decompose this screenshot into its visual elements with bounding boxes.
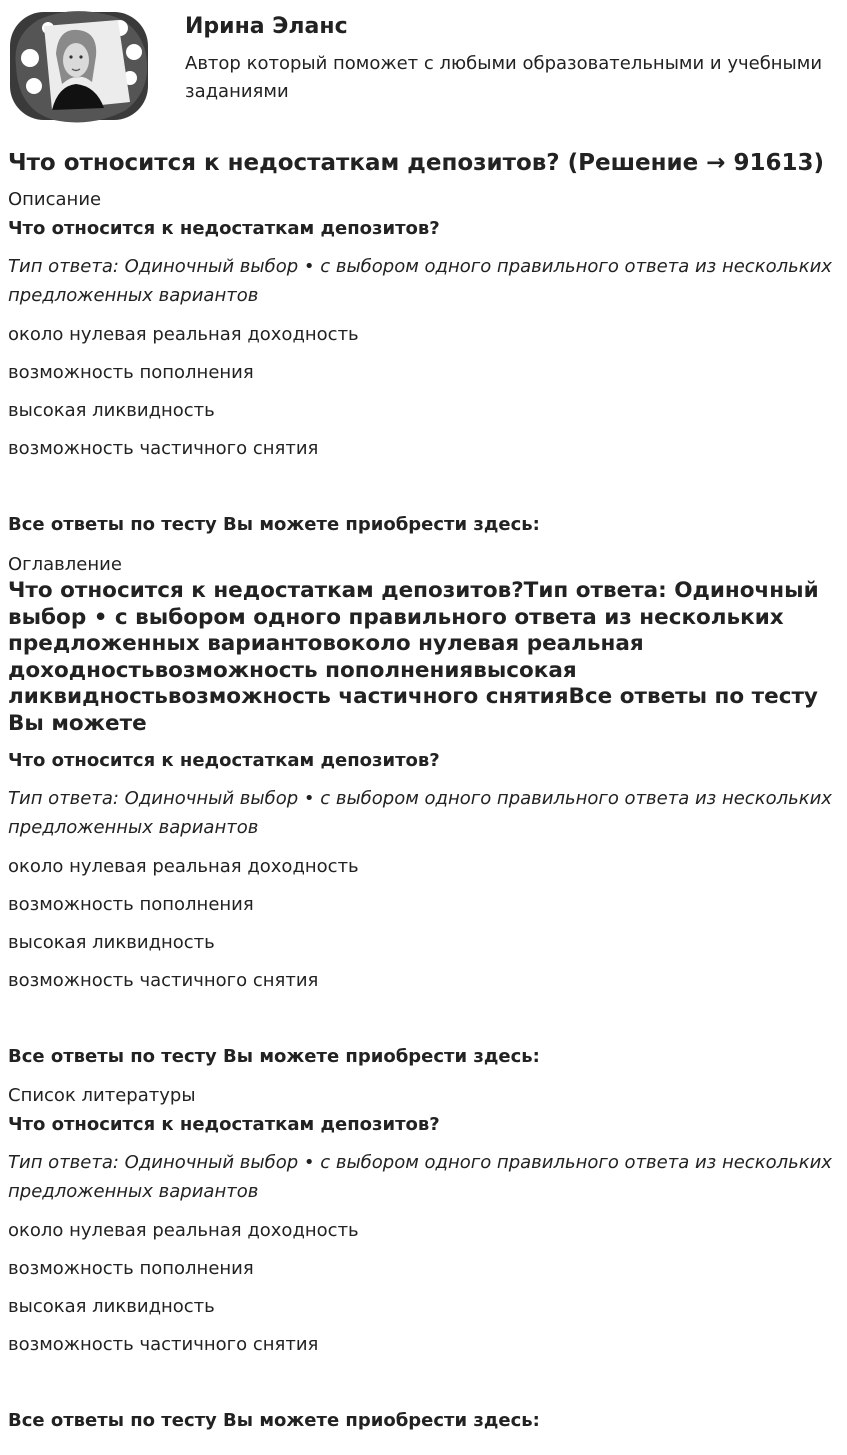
answer-option: около нулевая реальная доходность <box>8 324 359 345</box>
section-description <box>8 187 840 539</box>
answer-option: высокая ликвидность <box>8 932 215 953</box>
answer-option: высокая ликвидность <box>8 400 215 421</box>
question-text: Что относится к недостаткам депозитов? <box>8 218 440 239</box>
page-title: Что относится к недостаткам депозитов? (Решение → 91613) <box>8 150 825 176</box>
buy-answers-link[interactable]: Все ответы по тесту Вы можете приобрести здесь: <box>8 1046 540 1067</box>
answer-option: возможность частичного снятия <box>8 1334 319 1355</box>
buy-answers-link[interactable]: Все ответы по тесту Вы можете приобрести здесь: <box>8 514 540 535</box>
buy-answers-link[interactable]: Все ответы по тесту Вы можете приобрести здесь: <box>8 1410 540 1431</box>
answer-option: высокая ликвидность <box>8 1296 215 1317</box>
answer-option: возможность частичного снятия <box>8 438 319 459</box>
section-label: Список литературы <box>8 1085 196 1106</box>
section-label: Оглавление <box>8 554 122 575</box>
section-toc <box>8 552 840 1071</box>
answer-type: Тип ответа: Одиночный выбор • с выбором одного правильного ответа из нескольких предложенных вариантов <box>8 788 832 838</box>
author-name[interactable]: Ирина Эланс <box>185 14 348 39</box>
question-text: Что относится к недостаткам депозитов? <box>8 1114 440 1135</box>
section-label: Описание <box>8 189 102 210</box>
answer-option: около нулевая реальная доходность <box>8 856 359 877</box>
toc-text: Что относится к недостаткам депозитов?Тип ответа: Одиночный выбор • с выбором одного правильного ответа из нескольких предложенных вариантовоколо нулевая реальная доходностьвозможность пополнениявысокая ликвидностьвозможность частичного снятияВсе ответы по тесту Вы можете <box>8 578 819 736</box>
section-references <box>8 1083 840 1435</box>
question-text: Что относится к недостаткам депозитов? <box>8 750 440 771</box>
answer-option: возможность пополнения <box>8 894 254 915</box>
answer-type: Тип ответа: Одиночный выбор • с выбором одного правильного ответа из нескольких предложенных вариантов <box>8 1152 832 1202</box>
author-description: Автор который поможет с любыми образовательными и учебными заданиями <box>185 53 823 102</box>
answer-option: возможность пополнения <box>8 1258 254 1279</box>
answer-type: Тип ответа: Одиночный выбор • с выбором одного правильного ответа из нескольких предложенных вариантов <box>8 256 832 306</box>
author-avatar[interactable] <box>8 6 150 126</box>
author-card <box>8 6 838 126</box>
answer-option: около нулевая реальная доходность <box>8 1220 359 1241</box>
answer-option: возможность пополнения <box>8 362 254 383</box>
answer-option: возможность частичного снятия <box>8 970 319 991</box>
